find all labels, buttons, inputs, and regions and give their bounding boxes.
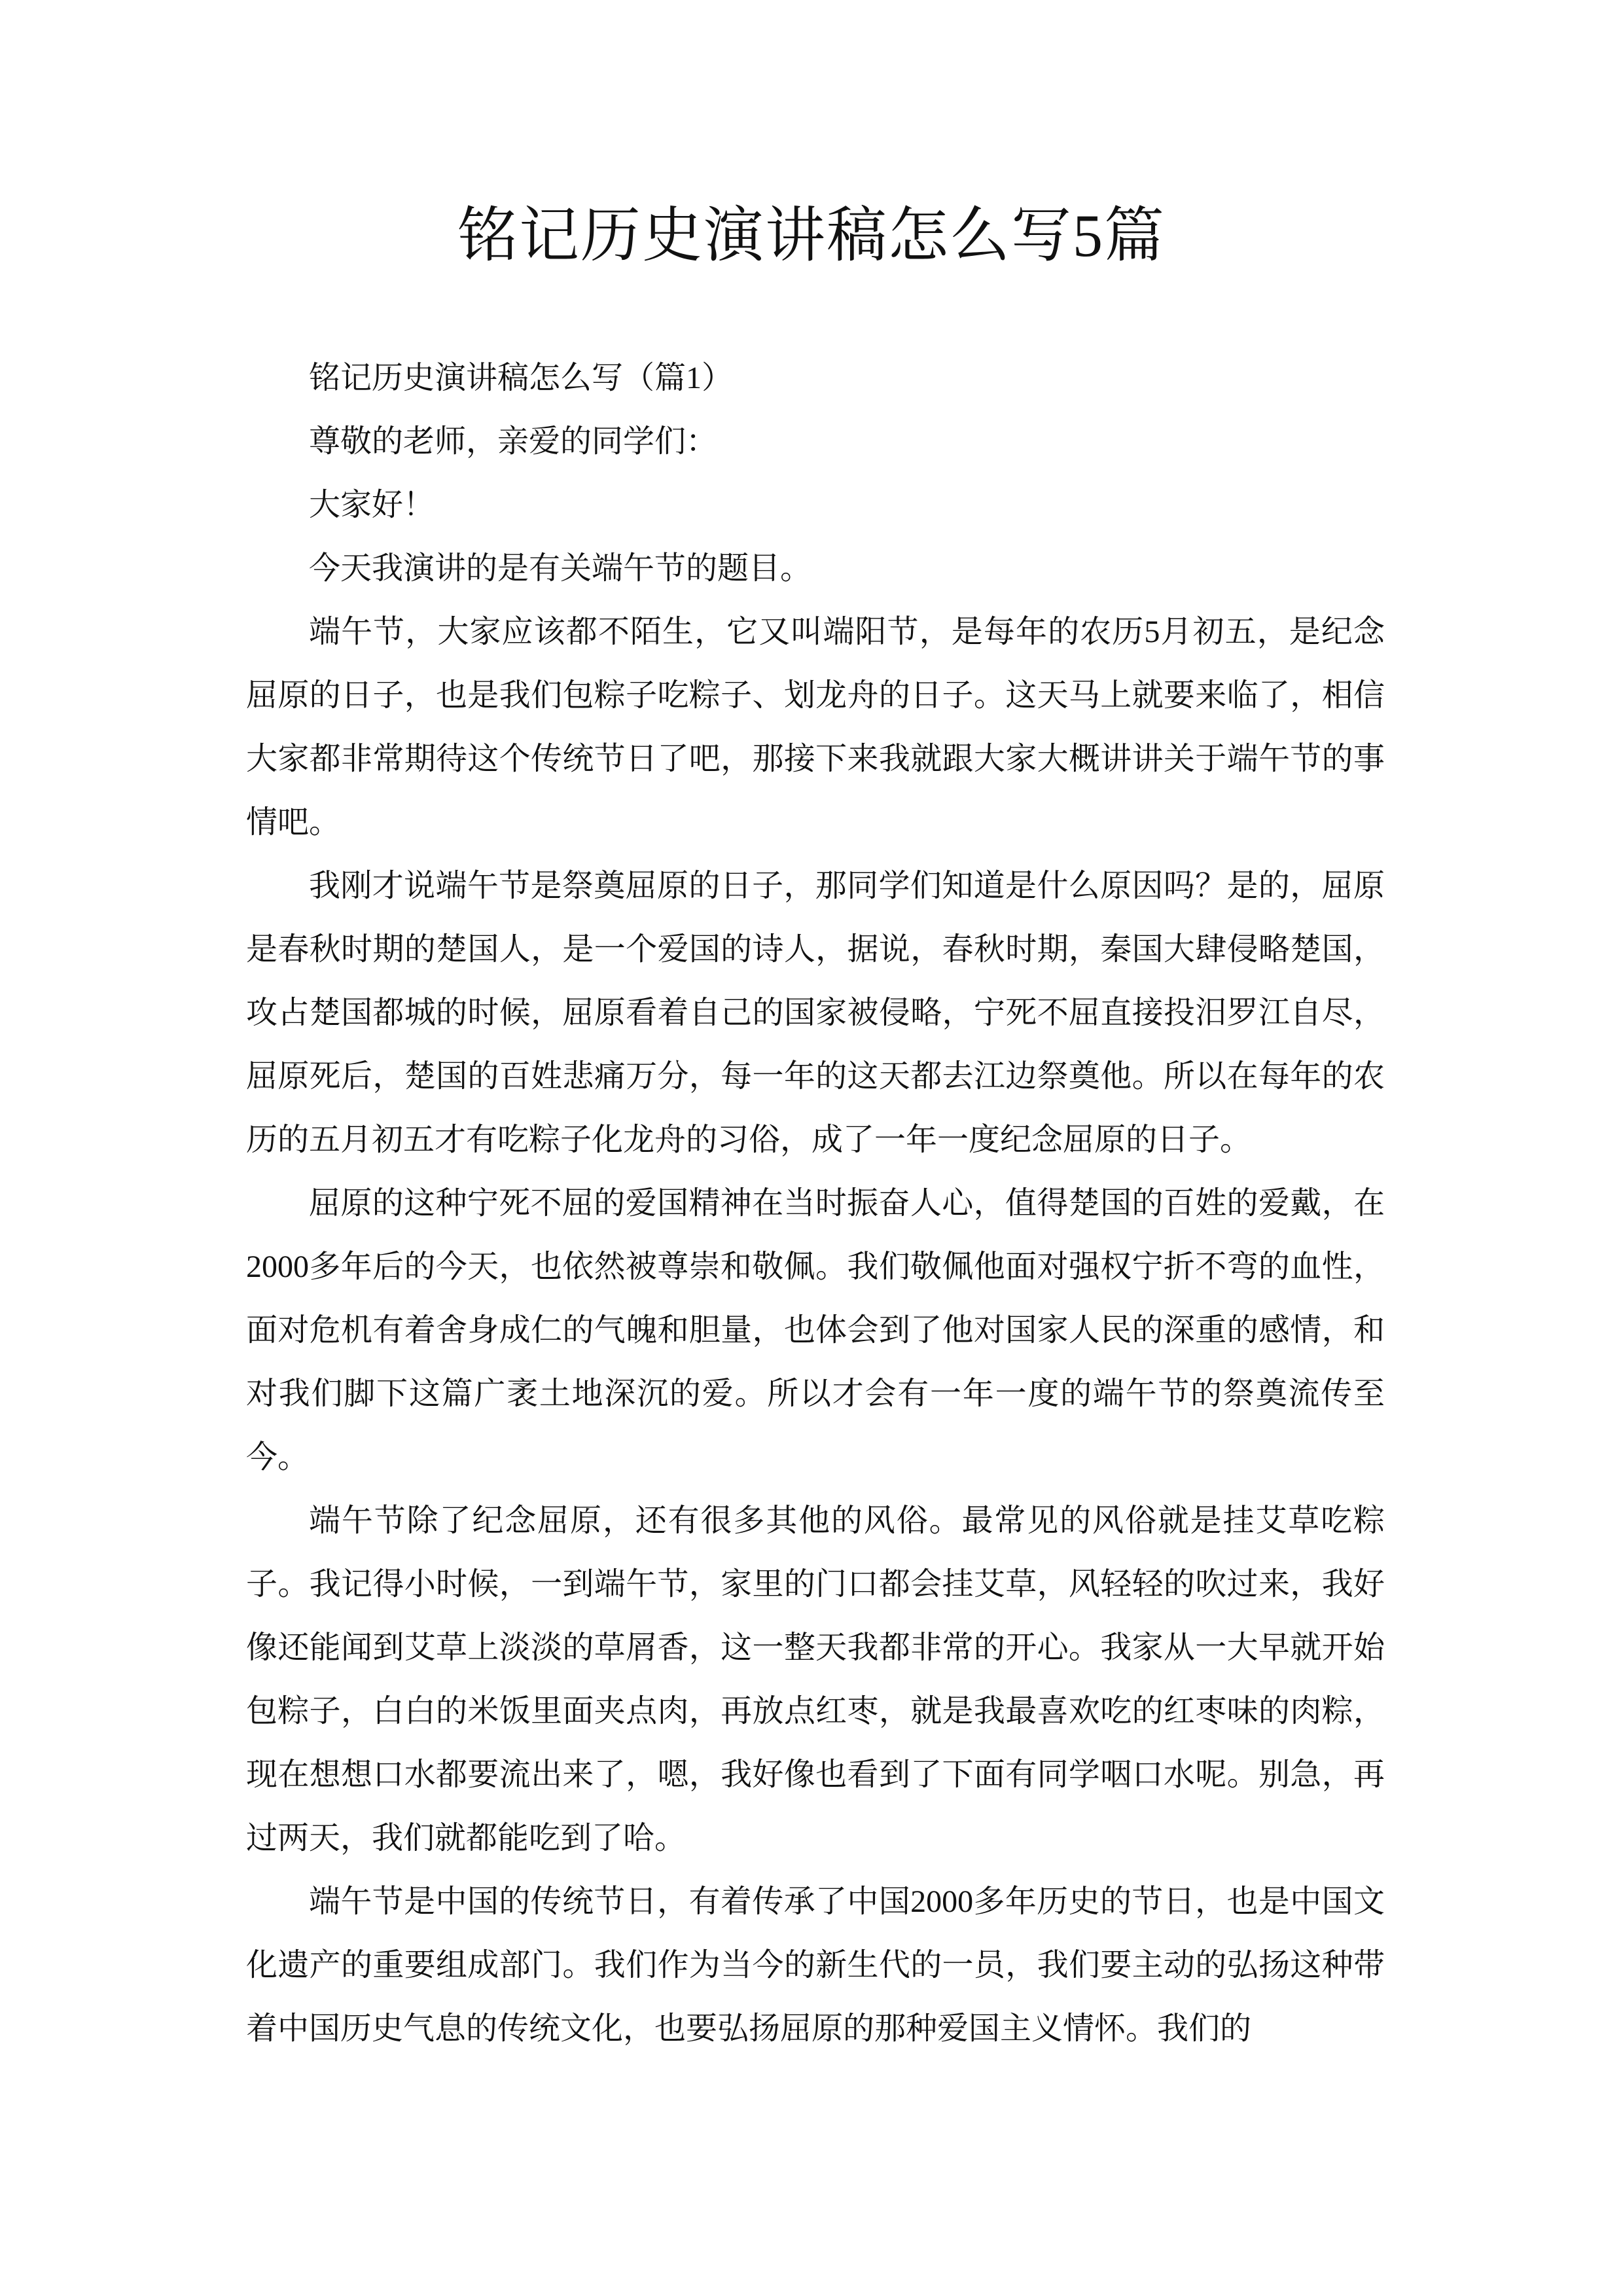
paragraph: 我刚才说端午节是祭奠屈原的日子，那同学们知道是什么原因吗？是的，屈原是春秋时期的楚国人，是一个爱国的诗人，据说，春秋时期，秦国大肆侵略楚国，攻占楚国都城的时候，屈原看着自己的国家被侵略，宁死不屈直接投汨罗江自尽，屈原死后，楚国的百姓悲痛万分，每一年的这天都去江边祭奠他。所以在每年的农历的五月初五才有吃粽子化龙舟的习俗，成了一年一度纪念屈原的日子。 [246, 869, 1385, 1157]
document-body [246, 346, 1385, 2060]
paragraph: 端午节，大家应该都不陌生，它又叫端阳节，是每年的农历5月初五，是纪念屈原的日子，也是我们包粽子吃粽子、划龙舟的日子。这天马上就要来临了，相信大家都非常期待这个传统节日了吧，那接下来我就跟大家大概讲讲关于端午节的事情吧。 [246, 615, 1385, 840]
greeting: 大家好！ [309, 488, 435, 522]
paragraph: 端午节是中国的传统节日，有着传承了中国2000多年历史的节日，也是中国文化遗产的重要组成部门。我们作为当今的新生代的一员，我们要主动的弘扬这种带着中国历史气息的传统文化，也要弘扬屈原的那种爱国主义情怀。我们的 [246, 1884, 1385, 2046]
section-heading: 铭记历史演讲稿怎么写（篇1） [309, 361, 734, 395]
paragraph: 屈原的这种宁死不屈的爱国精神在当时振奋人心，值得楚国的百姓的爱戴，在2000多年后的今天，也依然被尊崇和敬佩。我们敬佩他面对强权宁折不弯的血性，面对危机有着舍身成仁的气魄和胆量，也体会到了他对国家人民的深重的感情，和对我们脚下这篇广袤土地深沉的爱。所以才会有一年一度的端午节的祭奠流传至今。 [246, 1186, 1385, 1475]
document-title: 铭记历史演讲稿怎么写5篇 [457, 202, 1166, 269]
paragraph: 今天我演讲的是有关端午节的题目。 [309, 551, 812, 586]
paragraph: 端午节除了纪念屈原，还有很多其他的风俗。最常见的风俗就是挂艾草吃粽子。我记得小时候，一到端午节，家里的门口都会挂艾草，风轻轻的吹过来，我好像还能闻到艾草上淡淡的草屑香，这一整天我都非常的开心。我家从一大早就开始包粽子，白白的米饭里面夹点肉，再放点红枣，就是我最喜欢吃的红枣味的肉粽，现在想想口水都要流出来了，嗯，我好像也看到了下面有同学咽口水呢。别急，再过两天，我们就都能吃到了哈。 [246, 1503, 1385, 1856]
salutation: 尊敬的老师，亲爱的同学们： [309, 424, 718, 459]
